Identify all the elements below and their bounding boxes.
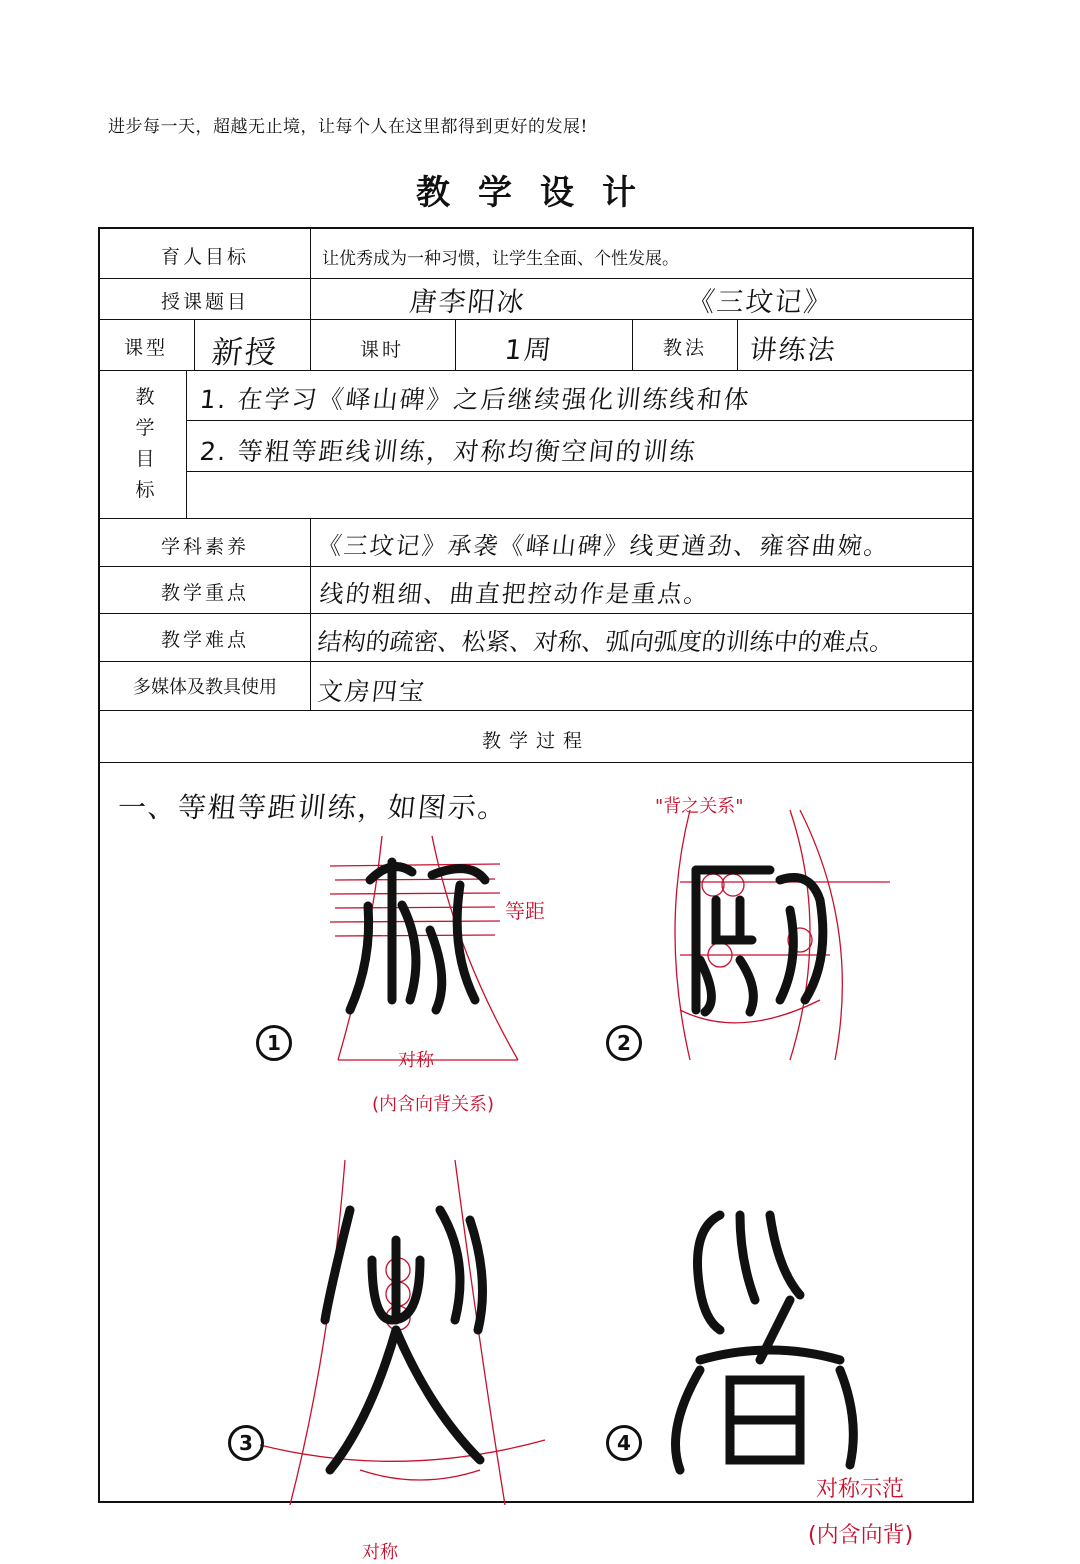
figure-2-guides — [675, 810, 890, 1060]
figure-1-note-relationship: (内含向背关系) — [372, 1094, 495, 1115]
header-motto: 进步每一天，超越无止境，让每个人在这里都得到更好的发展! — [108, 117, 588, 137]
objective-2: 2. 等粗等距线训练，对称均衡空间的训练 — [198, 437, 699, 466]
label-lesson-hours: 课时 — [359, 339, 404, 361]
label-education-goal: 育人目标 — [160, 246, 249, 268]
section-1-heading: 一、等粗等距训练，如图示。 — [116, 791, 510, 824]
figure-4-character — [676, 1215, 854, 1470]
figure-1-number: 1 — [256, 1025, 292, 1061]
figure-2-character — [696, 870, 823, 1012]
figure-3-note: 对称 — [362, 1542, 398, 1563]
label-difficulties: 教学难点 — [160, 629, 249, 651]
label-teaching-process: 教学过程 — [481, 730, 590, 752]
key-points-value: 线的粗细、曲直把控动作是重点。 — [318, 580, 712, 608]
figure-3-number: 3 — [228, 1425, 264, 1461]
label-lesson-topic: 授课题目 — [160, 291, 249, 313]
figure-2-note: "背之关系" — [655, 796, 744, 817]
label-subject-literacy: 学科素养 — [160, 536, 249, 558]
difficulties-value: 结构的疏密、松紧、对称、弧向弧度的训练中的难点。 — [316, 628, 896, 656]
figure-3-character — [325, 1210, 483, 1470]
label-media-tools: 多媒体及教具使用 — [133, 677, 277, 698]
education-goal-value: 让优秀成为一种习惯，让学生全面、个性发展。 — [322, 249, 679, 269]
lesson-topic-work: 《三坟记》 — [686, 287, 835, 318]
label-key-points: 教学重点 — [160, 582, 249, 604]
figure-4-note-relationship: (内含向背) — [808, 1523, 914, 1548]
lesson-hours-value: 1周 — [503, 335, 555, 366]
figure-2-number: 2 — [606, 1025, 642, 1061]
figure-1-note-equal-spacing: 等距 — [505, 899, 545, 923]
label-teaching-method: 教法 — [662, 337, 707, 359]
lesson-type-value: 新授 — [209, 335, 280, 371]
label-teaching-objectives: 教 学 目 标 — [135, 386, 155, 501]
label-lesson-type: 课型 — [123, 337, 168, 359]
lesson-topic-author: 唐李阳冰 — [408, 287, 528, 318]
media-tools-value: 文房四宝 — [316, 677, 428, 706]
figure-1-character — [350, 862, 485, 1010]
figure-1-note-symmetry: 对称 — [398, 1050, 434, 1071]
page-title: 教学设计 — [416, 173, 664, 213]
figure-1-guides — [330, 836, 518, 1060]
teaching-method-value: 讲练法 — [748, 335, 839, 366]
figure-4-number: 4 — [606, 1425, 642, 1461]
objective-1: 1. 在学习《峄山碑》之后继续强化训练线和体 — [198, 385, 753, 414]
figure-4-note-symmetry-demo: 对称示范 — [816, 1477, 905, 1502]
subject-literacy-value: 《三坟记》承袭《峄山碑》线更遒劲、雍容曲婉。 — [316, 532, 892, 560]
figure-3-guides — [260, 1160, 545, 1505]
